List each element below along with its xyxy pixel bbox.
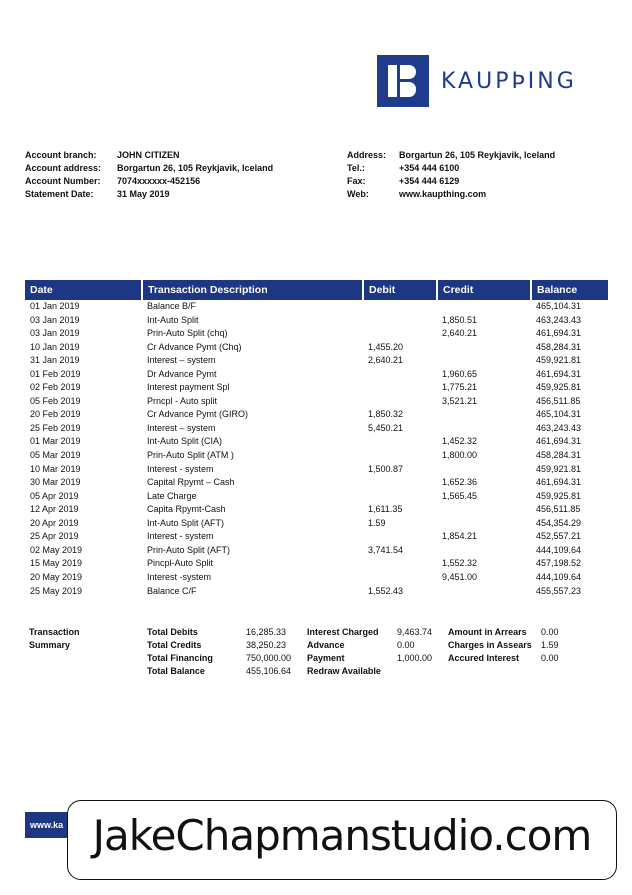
account-address-label: Account address: — [25, 163, 102, 173]
row-debit — [363, 300, 437, 314]
row-debit — [363, 368, 437, 382]
row-description: Prin-Auto Split (ATM ) — [147, 450, 234, 461]
row-balance: 457,198.52 — [536, 558, 582, 569]
row-description: Dr Advance Pymt — [147, 368, 217, 379]
logo-wordmark: KAUPÞING — [441, 68, 577, 94]
row-description: Capital Rpymt – Cash — [147, 477, 235, 488]
row-description: Int-Auto Split (AFT) — [147, 517, 225, 528]
bank-tel-value: +354 444 6100 — [399, 163, 460, 173]
summary-label: Amount in Arrears — [448, 627, 527, 637]
table-row — [25, 327, 608, 341]
row-description: Late Charge — [147, 490, 197, 501]
summary-label: Payment — [307, 653, 345, 663]
account-number-value: 7074xxxxxx-452156 — [117, 176, 201, 186]
row-description: Cr Advance Pymt (GIRO) — [147, 409, 249, 420]
row-debit: 1,552.43 — [368, 585, 404, 596]
row-debit — [363, 490, 437, 504]
row-credit: 2,640.21 — [442, 328, 478, 339]
row-date: 20 Feb 2019 — [30, 409, 81, 420]
bank-address-value: Borgartun 26, 105 Reykjavik, Iceland — [399, 150, 556, 160]
statement-date-value: 31 May 2019 — [117, 189, 170, 199]
row-balance: 456,511.85 — [536, 395, 581, 406]
logo-mark-icon — [377, 55, 429, 107]
row-credit: 1,854.21 — [442, 531, 478, 542]
row-date: 25 May 2019 — [30, 585, 83, 596]
row-debit — [363, 571, 437, 585]
row-credit — [437, 503, 531, 517]
table-row — [25, 381, 608, 395]
row-description: Interest - system — [147, 463, 214, 474]
summary-value: 1.59 — [541, 640, 559, 650]
row-description: Balance B/F — [147, 301, 197, 312]
row-credit: 1,960.65 — [442, 368, 478, 379]
row-date: 01 Jan 2019 — [30, 301, 80, 312]
row-date: 31 Jan 2019 — [30, 355, 80, 366]
row-date: 01 Feb 2019 — [30, 368, 81, 379]
table-row — [25, 435, 608, 449]
summary-label: Total Debits — [147, 627, 198, 637]
row-date: 05 Mar 2019 — [30, 450, 81, 461]
header-date: Date — [25, 280, 142, 300]
watermark-text: JakeChapmanstudio.com — [92, 811, 592, 860]
row-date: 02 May 2019 — [30, 544, 83, 555]
row-credit: 1,850.51 — [442, 314, 478, 325]
summary-value: 16,285.33 — [246, 627, 287, 637]
table-row — [25, 395, 608, 409]
bank-fax-value: +354 444 6129 — [399, 176, 460, 186]
row-date: 10 Jan 2019 — [30, 341, 80, 352]
table-row — [25, 476, 608, 490]
row-balance: 465,104.31 — [536, 409, 582, 420]
bank-tel-label: Tel.: — [347, 163, 365, 173]
summary-label: Accured Interest — [448, 653, 520, 663]
row-description: Balance C/F — [147, 585, 197, 596]
summary-col1-values — [246, 626, 291, 678]
header-balance: Balance — [531, 280, 608, 300]
footer-url[interactable]: www.ka — [30, 820, 64, 830]
row-credit: 1,800.00 — [442, 450, 478, 461]
row-description: Interest – system — [147, 355, 216, 366]
row-description: Cr Advance Pymt (Chq) — [147, 341, 242, 352]
account-number-label: Account Number: — [25, 176, 101, 186]
row-credit — [437, 463, 531, 477]
row-credit — [437, 584, 531, 598]
row-date: 20 May 2019 — [30, 571, 83, 582]
row-date: 01 Mar 2019 — [30, 436, 81, 447]
row-balance: 459,925.81 — [536, 382, 582, 393]
row-credit: 1,565.45 — [442, 490, 478, 501]
summary-label: Total Financing — [147, 653, 213, 663]
row-date: 10 Mar 2019 — [30, 463, 81, 474]
row-balance: 454,354.29 — [536, 517, 582, 528]
row-credit: 1,552.32 — [442, 558, 478, 569]
bank-web-label: Web: — [347, 189, 369, 199]
transactions-table — [25, 280, 608, 598]
row-description: Interest - system — [147, 531, 214, 542]
row-date: 12 Apr 2019 — [30, 504, 79, 515]
row-debit — [363, 435, 437, 449]
row-balance: 456,511.85 — [536, 504, 581, 515]
summary-label: Advance — [307, 640, 345, 650]
account-branch-value: JOHN CITIZEN — [117, 150, 180, 160]
summary-label: Redraw Available — [307, 666, 381, 676]
table-row — [25, 530, 608, 544]
row-balance: 458,284.31 — [536, 341, 582, 352]
row-debit — [363, 395, 437, 409]
row-balance: 463,243.43 — [536, 314, 582, 325]
summary-label: Total Credits — [147, 640, 202, 650]
row-balance: 459,921.81 — [536, 355, 582, 366]
row-date: 25 Apr 2019 — [30, 531, 79, 542]
table-row — [25, 584, 608, 598]
row-credit — [437, 300, 531, 314]
summary-value: 0.00 — [397, 640, 415, 650]
account-branch-label: Account branch: — [25, 150, 97, 160]
row-debit: 3,741.54 — [368, 544, 404, 555]
row-balance: 459,921.81 — [536, 463, 582, 474]
summary-col2-values — [397, 626, 432, 665]
row-description: Int-Auto Split (CIA) — [147, 436, 223, 447]
row-balance: 461,694.31 — [536, 436, 582, 447]
row-credit: 3,521.21 — [442, 395, 478, 406]
summary-col1-labels — [147, 626, 213, 678]
row-credit: 1,775.21 — [442, 382, 478, 393]
summary-value: 455,106.64 — [246, 666, 292, 676]
row-debit — [363, 449, 437, 463]
row-credit — [437, 354, 531, 368]
table-row — [25, 557, 608, 571]
row-balance: 461,694.31 — [536, 368, 582, 379]
table-row — [25, 463, 608, 477]
table-row — [25, 368, 608, 382]
row-balance: 461,694.31 — [536, 477, 582, 488]
row-credit: 1,652.36 — [442, 477, 478, 488]
bank-web-value[interactable]: www.kaupthing.com — [399, 189, 487, 199]
summary-value: 750,000.00 — [246, 653, 292, 663]
summary-value: 1,000.00 — [397, 653, 433, 663]
account-address-value: Borgartun 26, 105 Reykjavik, Iceland — [117, 163, 274, 173]
row-debit: 1,455.20 — [368, 341, 404, 352]
summary-title: Transaction Summary — [29, 627, 80, 650]
table-row — [25, 314, 608, 328]
statement-date-label: Statement Date: — [25, 189, 94, 199]
row-debit: 1,850.32 — [368, 409, 404, 420]
row-credit — [437, 341, 531, 355]
row-date: 25 Feb 2019 — [30, 422, 81, 433]
table-row — [25, 408, 608, 422]
row-balance: 444,109.64 — [536, 571, 582, 582]
row-debit: 1.59 — [368, 517, 386, 528]
header-credit: Credit — [437, 280, 531, 300]
summary-value: 0.00 — [541, 653, 559, 663]
account-info — [25, 149, 273, 201]
row-debit: 5,450.21 — [368, 422, 404, 433]
row-credit — [437, 422, 531, 436]
row-debit — [363, 557, 437, 571]
header-debit: Debit — [363, 280, 437, 300]
row-description: Int-Auto Split — [147, 314, 199, 325]
row-debit — [363, 381, 437, 395]
row-balance: 444,109.64 — [536, 544, 582, 555]
table-row — [25, 503, 608, 517]
summary-col3-labels — [448, 626, 532, 665]
bank-address-label: Address: — [347, 150, 387, 160]
summary-col2-labels — [307, 626, 381, 678]
row-description: Prin-Auto Split (chq) — [147, 328, 228, 339]
row-balance: 458,284.31 — [536, 450, 582, 461]
summary-value: 0.00 — [541, 627, 559, 637]
summary-col3-values — [541, 626, 559, 665]
row-date: 15 May 2019 — [30, 558, 83, 569]
row-date: 05 Feb 2019 — [30, 395, 81, 406]
row-date: 02 Feb 2019 — [30, 382, 81, 393]
row-credit: 1,452.32 — [442, 436, 478, 447]
row-description: Interest – system — [147, 422, 216, 433]
bank-info — [347, 149, 555, 201]
row-date: 03 Jan 2019 — [30, 314, 80, 325]
row-balance: 463,243.43 — [536, 422, 582, 433]
row-date: 03 Jan 2019 — [30, 328, 80, 339]
row-description: Pincpl-Auto Split — [147, 558, 214, 569]
row-date: 05 Apr 2019 — [30, 490, 79, 501]
bank-logo — [377, 55, 577, 107]
row-balance: 452,557.21 — [536, 531, 582, 542]
bank-fax-label: Fax: — [347, 176, 366, 186]
table-row — [25, 544, 608, 558]
table-row — [25, 422, 608, 436]
row-credit — [437, 517, 531, 531]
row-debit: 2,640.21 — [368, 355, 404, 366]
row-description: Interest -system — [147, 571, 212, 582]
table-row — [25, 341, 608, 355]
row-balance: 455,557.23 — [536, 585, 582, 596]
row-debit: 1,611.35 — [368, 504, 403, 515]
header-description: Transaction Description — [142, 280, 363, 300]
row-date: 30 Mar 2019 — [30, 477, 81, 488]
row-description: Capita Rpymt-Cash — [147, 504, 226, 515]
table-row — [25, 571, 608, 585]
watermark-box — [67, 800, 617, 880]
summary-label: Total Balance — [147, 666, 205, 676]
row-debit — [363, 314, 437, 328]
table-row — [25, 449, 608, 463]
table-row — [25, 490, 608, 504]
row-debit — [363, 327, 437, 341]
row-credit — [437, 544, 531, 558]
summary-label: Interest Charged — [307, 627, 379, 637]
summary-value: 38,250.23 — [246, 640, 287, 650]
row-balance: 461,694.31 — [536, 328, 582, 339]
table-row — [25, 354, 608, 368]
row-debit — [363, 530, 437, 544]
table-header-row — [25, 280, 608, 300]
row-description: Interest payment Spl — [147, 382, 230, 393]
row-debit — [363, 476, 437, 490]
row-balance: 465,104.31 — [536, 301, 582, 312]
row-debit: 1,500.87 — [368, 463, 404, 474]
row-balance: 459,925.81 — [536, 490, 582, 501]
row-description: Prin-Auto Split (AFT) — [147, 544, 231, 555]
row-date: 20 Apr 2019 — [30, 517, 79, 528]
row-description: Prncpl - Auto split — [147, 395, 218, 406]
table-row — [25, 517, 608, 531]
table-row — [25, 300, 608, 314]
summary-label: Charges in Assears — [448, 640, 532, 650]
row-credit — [437, 408, 531, 422]
row-credit: 9,451.00 — [442, 571, 478, 582]
summary-value: 9,463.74 — [397, 627, 433, 637]
